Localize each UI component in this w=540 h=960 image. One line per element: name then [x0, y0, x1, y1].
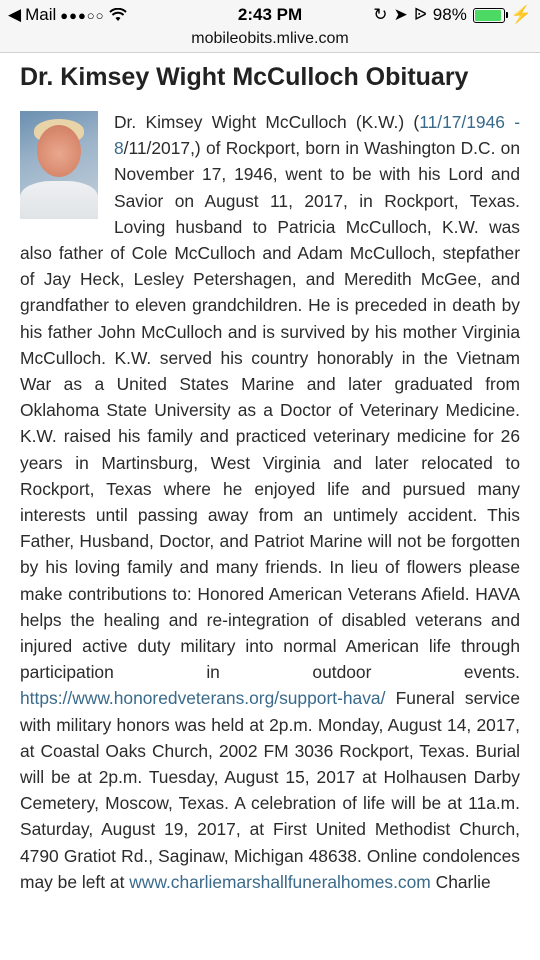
funeral-home-link[interactable]: www.charliemarshallfuneralhomes.com: [129, 871, 431, 892]
obituary-content: [0, 61, 540, 895]
obit-part-4: Charlie: [430, 871, 491, 892]
url-text[interactable]: mobileobits.mlive.com: [191, 30, 349, 47]
photo-shirt: [20, 181, 98, 219]
obituary-text: [20, 109, 520, 895]
location-icon: ➤: [393, 5, 408, 24]
obit-part-2: /11/2017,) of Rockport, born in Washington D.C. on November 17, 1946, went to be with his Lord and Savior on August 11, 2017, in Rockport, Texas. Loving husband to Patricia McCulloch, K.W. was also father of Cole McCulloch and Adam McCulloch, stepfather of Jay Heck, Lesley Petershagen, and Meredith McGee, and grandfather to eleven grandchildren. He is preceded in death by his father John McCulloch and is survived by his mother Virginia McCulloch. K.W. served his country honorably in the Vietnam War as a United States Marine and later graduated from Oklahoma State University as a Doctor of Veterinary Medicine. K.W. raised his family and practiced veterinary medicine for 26 years in Martinsburg, West Virginia and later relocated to Rockport, Texas where he enjoyed life and pursued many interests until passing away from an untimely accident. This Father, Husband, Doctor, and Patriot Marine will not be forgotten by his loving family and many friends. In lieu of flowers please make contributions to: Honored American Veterans Afield. HAVA helps the healing and re-integration of disabled veterans and injured active duty military into normal American life through participation in outdoor events.: [20, 138, 520, 683]
battery-icon: [473, 8, 505, 23]
obit-part-1: Dr. Kimsey Wight McCulloch (K.W.) (: [114, 112, 420, 132]
clock: 2:43 PM: [237, 5, 303, 24]
portrait-photo: [20, 111, 98, 219]
charging-icon: ⚡: [510, 5, 532, 24]
status-right: [373, 5, 532, 25]
rotation-lock-icon: ↻: [373, 5, 388, 24]
battery-percent: 98%: [432, 5, 467, 24]
signal-strength-icon: ●●●○○: [60, 7, 105, 23]
hava-link[interactable]: https://www.honoredveterans.org/support-hava/: [20, 688, 386, 709]
date-link[interactable]: 11/17/1946 - 8: [114, 112, 520, 159]
address-bar[interactable]: [0, 30, 540, 53]
back-to-app-icon[interactable]: ◀: [8, 5, 22, 24]
battery-level: [475, 10, 501, 21]
page-title: Dr. Kimsey Wight McCulloch Obituary: [20, 63, 469, 91]
obit-part-3: Funeral service with military honors was held at 2p.m. Monday, August 14, 2017, at Coastal Oaks Church, 2002 FM 3036 Rockport, Texas. Burial will be at 2p.m. Tuesday, August 15, 2017 at Holhausen Darby Cemetery, Moscow, Texas. A celebration of life will be at 11a.m. Saturday, August 19, 2017, at First United Methodist Church, 4790 Gratiot Rd., Saginaw, Michigan 48638. Online condolences may be left at: [20, 688, 520, 892]
photo-face: [37, 125, 81, 177]
carrier-label[interactable]: Mail: [25, 5, 57, 24]
status-bar: [0, 0, 540, 30]
bluetooth-icon: ᐉ: [413, 5, 427, 24]
